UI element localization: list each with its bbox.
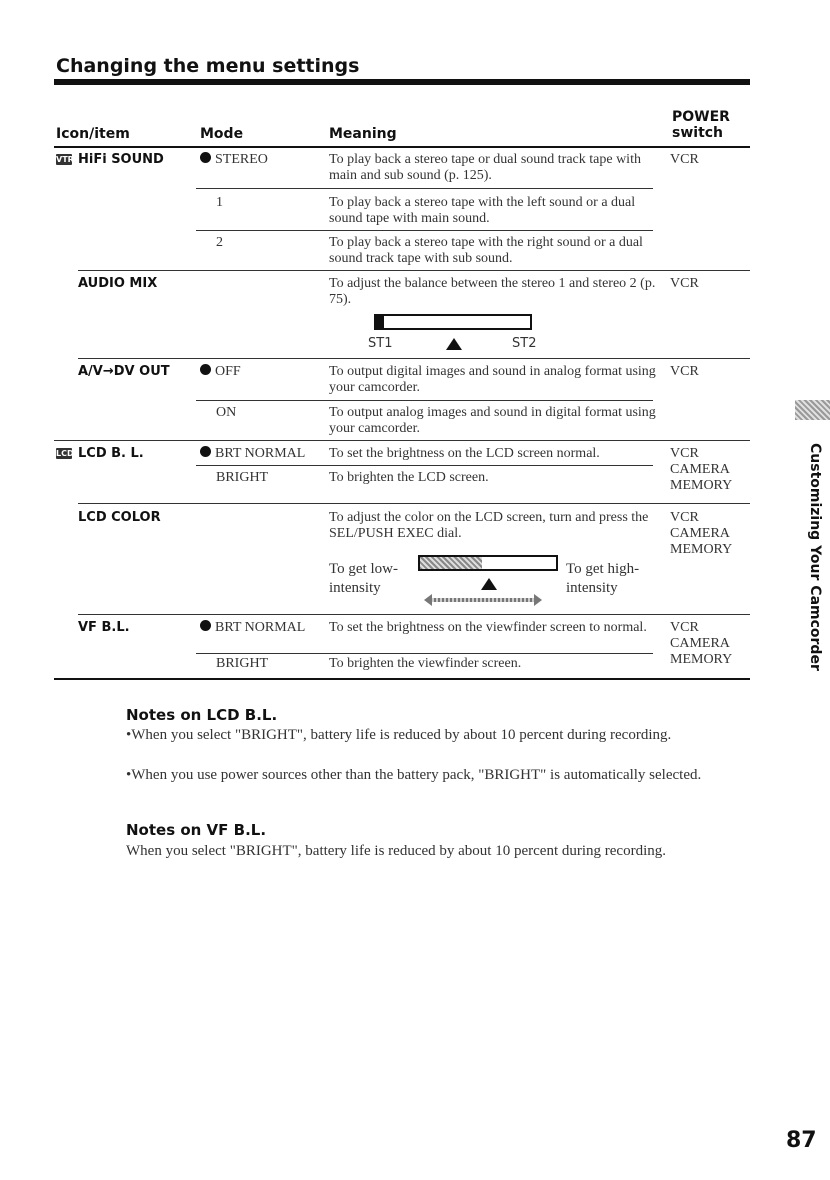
av-dv-mode-off: OFF [200, 364, 241, 380]
row-rule [196, 230, 653, 231]
audio-mix-balance-bar [374, 314, 532, 330]
hifi-meaning-2: To play back a stereo tape with the right sound or a dual sound track tape with sub sound. [329, 235, 643, 266]
lcd-color-intensity-fill [420, 557, 482, 569]
section-side-label: Customizing Your Camcorder [807, 443, 823, 671]
audio-mix-balance-fill [376, 316, 384, 328]
av-dv-meaning-on: To output analog images and sound in digital format using your camcorder. [329, 405, 656, 436]
row-rule [78, 614, 750, 615]
audio-mix-scale-st2: ST2 [512, 336, 537, 351]
arrow-right-icon [534, 594, 542, 606]
row-rule [78, 358, 750, 359]
hifi-meaning-stereo: To play back a stereo tape or dual sound track tape with main and sub sound (p. 125). [329, 152, 641, 183]
default-dot-icon [200, 446, 211, 457]
row-rule [196, 188, 653, 189]
hifi-mode-stereo: STEREO [200, 152, 268, 168]
vtr-icon: VTR [56, 155, 74, 164]
row-rule [196, 465, 653, 466]
table-bottom-rule [54, 678, 750, 680]
hifi-mode-1: 1 [216, 195, 223, 210]
page-number: 87 [786, 1128, 817, 1153]
header-power-switch [672, 109, 752, 141]
notes-lcd-bullet-2: •When you use power sources other than the battery pack, "BRIGHT" is automatically selected. [126, 767, 702, 783]
lcd-bl-mode-normal: BRT NORMAL [200, 446, 305, 462]
notes-vf-text: When you select "BRIGHT", battery life is reduced by about 10 percent during recording. [126, 843, 666, 859]
header-power-line1: POWER [672, 109, 730, 125]
row-rule [78, 503, 750, 504]
default-dot-icon [200, 620, 211, 631]
notes-lcd-bullet-1: •When you select "BRIGHT", battery life is reduced by about 10 percent during recording. [126, 727, 672, 743]
av-dv-out-item: A/V→DV OUT [78, 364, 170, 379]
lcd-bl-meaning-bright: To brighten the LCD screen. [329, 470, 489, 485]
vf-bl-meaning-normal: To set the brightness on the viewfinder screen to normal. [329, 620, 647, 635]
hifi-power: VCR [670, 152, 699, 167]
header-meaning: Meaning [329, 126, 397, 142]
hifi-sound-item: VTR HiFi SOUND [56, 152, 164, 167]
lcd-bl-meaning-normal: To set the brightness on the LCD screen normal. [329, 446, 600, 461]
header-mode: Mode [200, 126, 244, 142]
hifi-mode-2: 2 [216, 235, 223, 250]
lcd-color-low-label: To get low- intensity [329, 561, 398, 596]
audio-mix-meaning: To adjust the balance between the stereo 1 and stereo 2 (p. 75). [329, 276, 656, 307]
header-icon-item: Icon/item [56, 126, 130, 142]
section-tab-marker [795, 400, 830, 420]
vf-bl-power: VCR CAMERA MEMORY [670, 620, 733, 667]
lcd-color-power: VCR CAMERA MEMORY [670, 510, 733, 557]
lcd-bl-mode-bright: BRIGHT [216, 470, 269, 485]
lcd-bl-item: LCD LCD B. L. [56, 446, 144, 461]
row-rule [54, 440, 750, 441]
audio-mix-scale-st1: ST1 [368, 336, 393, 351]
av-dv-mode-on: ON [216, 405, 237, 420]
vf-bl-item: VF B.L. [78, 620, 130, 635]
lcd-bl-power: VCR CAMERA MEMORY [670, 446, 733, 493]
page-title: Changing the menu settings [56, 55, 360, 77]
audio-mix-center-marker-icon [446, 338, 462, 350]
lcd-color-adjust-arrow [430, 598, 536, 602]
row-rule [78, 270, 750, 271]
lcd-color-intensity-bar [418, 555, 558, 571]
header-power-line2: switch [672, 125, 724, 141]
row-rule [196, 400, 653, 401]
vf-bl-meaning-bright: To brighten the viewfinder screen. [329, 656, 522, 671]
row-rule [196, 653, 653, 654]
vf-bl-mode-normal: BRT NORMAL [200, 620, 305, 636]
notes-lcd-heading: Notes on LCD B.L. [126, 706, 278, 724]
audio-mix-power: VCR [670, 276, 699, 291]
default-dot-icon [200, 152, 211, 163]
header-rule [54, 146, 750, 148]
lcd-color-center-marker-icon [481, 578, 497, 590]
vf-bl-mode-bright: BRIGHT [216, 656, 269, 671]
lcd-color-item: LCD COLOR [78, 510, 161, 525]
lcd-color-meaning: To adjust the color on the LCD screen, turn and press the SEL/PUSH EXEC dial. [329, 510, 649, 541]
notes-vf-heading: Notes on VF B.L. [126, 821, 267, 839]
av-dv-meaning-off: To output digital images and sound in analog format using your camcorder. [329, 364, 656, 395]
title-rule [54, 79, 750, 85]
av-dv-power: VCR [670, 364, 699, 379]
hifi-meaning-1: To play back a stereo tape with the left sound or a dual sound tape with main sound. [329, 195, 636, 226]
lcd-icon: LCD [56, 449, 74, 458]
default-dot-icon [200, 364, 211, 375]
lcd-color-high-label: To get high- intensity [566, 561, 640, 596]
audio-mix-item: AUDIO MIX [78, 276, 158, 291]
